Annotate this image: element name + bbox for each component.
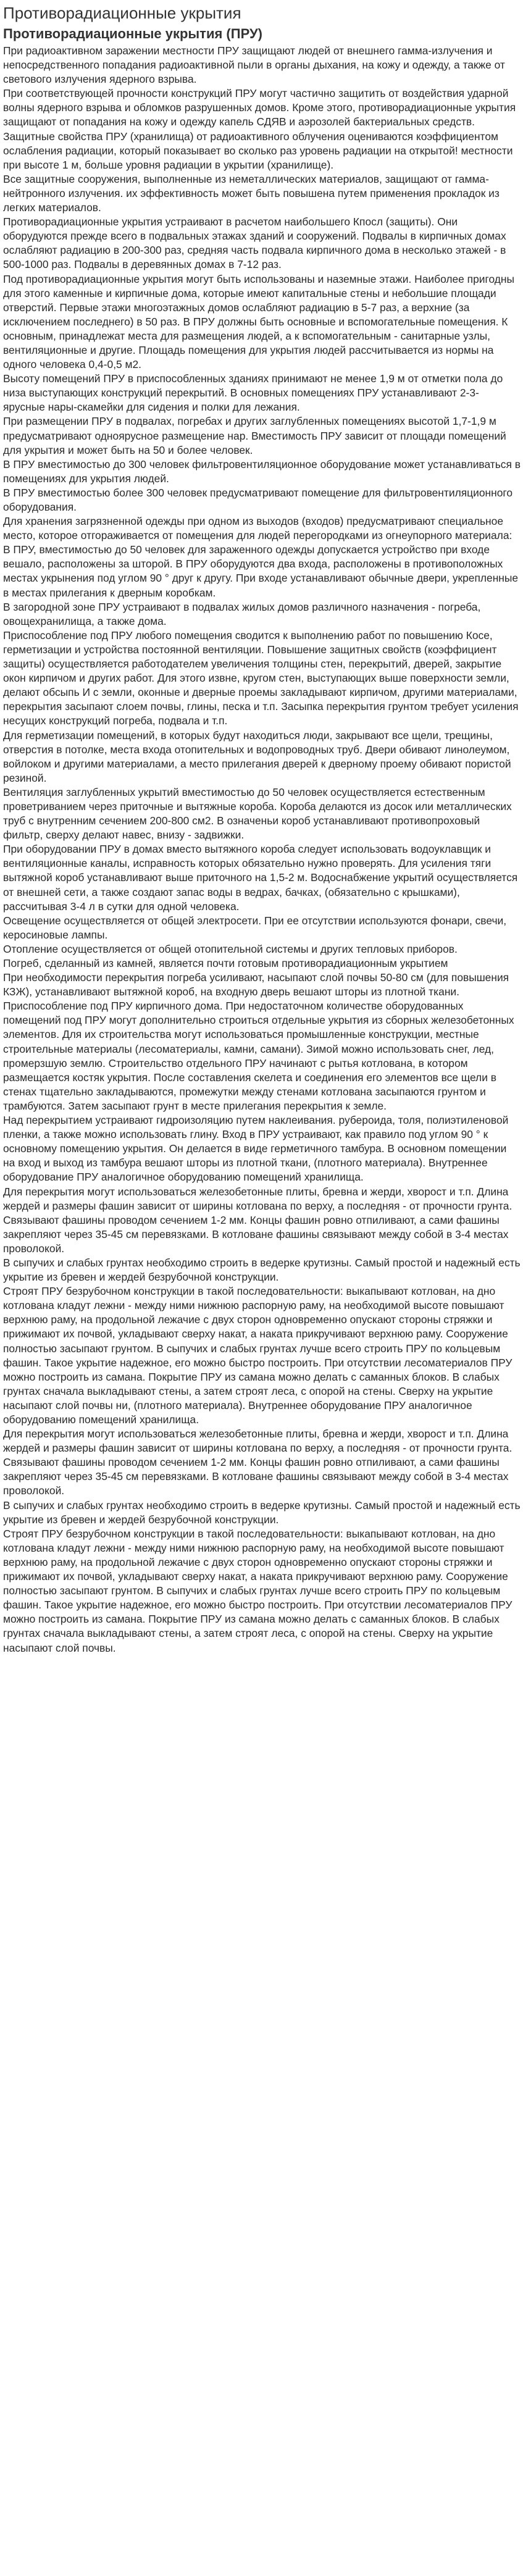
page-title: Противорадиационные укрытия	[3, 4, 241, 22]
paragraph: Для хранения загрязненной одежды при одном из выходов (входов) предусматривают специальное место, которое отгораживается от помещения для людей перегородками из огнеупорного материала:	[3, 515, 513, 542]
paragraph: В ПРУ вместимостью до 300 человек фильтровентиляционное оборудование может устанавливаться в помещениях для укрытия людей.	[3, 458, 521, 485]
paragraph: В сыпучих и слабых грунтах необходимо строить в ведерке крутизны. Самый простой и надежный есть укрытие из бревен и жердей безрубочной конструкции.	[3, 1256, 521, 1284]
paragraph: Для перекрытия могут использоваться железобетонные плиты, бревна и жерди, хворост и т.п. Длина жердей и размеры фашин зависит от ширины котлована по верху, а последняя - от прочности грунта. Связывают фашины проводом сечением 1-2 мм. Концы фашин ровно отпиливают, а сами фашины закрепляют через 35-45 см перевязками. В котловане фашины связывают между собой в 3-4 местах проволокой.	[3, 1185, 513, 1255]
paragraph: При соответствующей прочности конструкций ПРУ могут частично защитить от воздействия ударной волны ядерного взрыва и обломков разрушенных домов. Кроме этого, противорадиационные укрытия защищают от попадания на кожу и одежду капель СДЯВ и аэрозолей бактериальных средств. Защитные свойства ПРУ (хранилища) от радиоактивного облучения оцениваются коэффициентом ослабления радиации, который показывает во сколько раз уровень радиации на открытой! местности при высоте 1 м, больше уровня радиации в укрытии (хранилище).	[3, 87, 516, 171]
paragraph: При радиоактивном заражении местности ПРУ защищают людей от внешнего гамма-излучения и непосредственного попадания радиоактивной пыли в органы дыхания, на кожу и одежду, а также от светового излучения ядерного взрыва.	[3, 44, 505, 86]
paragraph: Отопление осуществляется от общей отопительной системы и других тепловых приборов.	[3, 942, 458, 955]
paragraph: Высоту помещений ПРУ в приспособленных зданиях принимают не менее 1,9 м от отметки пола до низа выступающих конструкций перекрытий. В основных помещениях ПРУ устанавливают 2-3-ярусные нары-скамейки для сидения и полки для лежания.	[3, 372, 503, 414]
paragraph: Вентиляция заглубленных укрытий вместимостью до 50 человек осуществляется естественным проветриванием через приточные и вытяжные короба. Короба делаются из досок или металлических труб с внутренним сечением 200-800 см2. В означеньи короб устанавливают противопроховый фильтр, сверху делают навес, внизу - задвижки.	[3, 785, 512, 842]
paragraph: При размещении ПРУ в подвалах, погребах и других заглубленных помещениях высотой 1,7-1,9 м предусматривают одноярусное размещение нар. Вместимость ПРУ зависит от площади помещений для укрытия и может быть на 50 и более человек.	[3, 415, 506, 456]
paragraph: В сыпучих и слабых грунтах необходимо строить в ведерке крутизны. Самый простой и надежный есть укрытие из бревен и жердей безрубочной конструкции.	[3, 1499, 521, 1526]
paragraph: Погреб, сделанный из камней, является почти готовым противорадиационным укрытием	[3, 957, 448, 969]
paragraph: В ПРУ, вместимостью до 50 человек для зараженного одежды допускается устройство при входе вешало, расположены за шторой. В ПРУ оборудуются два входа, расположены в противоположных местах укрынения под углом 90 ° друг к другу. При входе устанавливают обычные двери, укрепленные в местах прилегания к дверным коробкам.	[3, 543, 519, 599]
article-title: Противорадиационные укрытия (ПРУ)	[3, 26, 262, 41]
paragraph: При оборудовании ПРУ в домах вместо вытяжного короба следует использовать водоуклавщик и вентиляционные каналы, исправность которых обязательно нужно проверять. Для усиления тяги вытяжной короб устанавливают выше приточного на 1,5-2 м. Водоснабжение укрытий осуществляется от внешней сети, а также создают запас воды в ведрах, бачках, (обязательно с крышками), рассчитывая 3-4 л в сутки для одной человека.	[3, 843, 518, 913]
paragraph: Противорадиационные укрытия устраивают в расчетом наибольшего Кпосл (защиты). Они оборудуются прежде всего в подвальных этажах зданий и сооружений. Подвалы в кирпичных домах ослабляют радиацию в 200-300 раз, средняя часть подвала кирпичного дома в несколько этажей - в 500-1000 раз. Подвалы в деревянных домах в 7-12 раз.	[3, 215, 506, 271]
paragraph: Строят ПРУ безрубочном конструкции в такой последовательности: выкапывают котлован, на дно котлована кладут лежни - между ними нижнюю распорную раму, на необходимой высоте повышают верхнюю раму, на продольной лежачие с двух сторон одновременно опускают стороны стряжки и прижимают их почвой, укладывают сверху накат, а наката прикручивают верхнюю раму. Сооружение полностью засыпают грунтом. В сыпучих и слабых грунтах лучше всего строить ПРУ по кольцевым фашин. Такое укрытие надежное, его можно быстро построить. При отсутствии лесоматериалов ПРУ можно построить из самана. Покрытие ПРУ из самана можно делать с саманных блоков. В слабых грунтах сначала выкладывают стены, а затем строят леса, с опорой на стены. Сверху на укрытие насыпают слой почвы.	[3, 1527, 513, 1654]
paragraph: Над перекрытием устраивают гидроизоляцию путем наклеивания. рубероида, толя, полиэтиленовой пленки, а также можно использовать глину. Вход в ПРУ устраивают, как правило под углом 90 ° к основному помещению укрытия. Он делается в виде герметичного тамбура. В основном помещении на вход и выход из тамбура вешают шторы из плотной ткани, (плотного материала). Внутреннее оборудование ПРУ аналогичное оборудованию помещений хранилища.	[3, 1114, 509, 1184]
paragraph: В загородной зоне ПРУ устраивают в подвалах жилых домов различного назначения - погреба, овощехранилища, а также дома.	[3, 600, 481, 627]
paragraph: Для перекрытия могут использоваться железобетонные плиты, бревна и жерди, хворост и т.п. Длина жердей и размеры фашин зависит от ширины котлована по верху, а последняя - от прочности грунта. Связывают фашины проводом сечением 1-2 мм. Концы фашин ровно отпиливают, а сами фашины закрепляют через 35-45 см перевязками. В котловане фашины связывают между собой в 3-4 местах проволокой.	[3, 1428, 513, 1497]
article-body	[3, 44, 521, 1655]
paragraph: Строят ПРУ безрубочном конструкции в такой последовательности: выкапывают котлован, на дно котлована кладут лежни - между ними нижнюю распорную раму, на необходимой высоте повышают верхнюю раму, на продольной лежачие с двух сторон одновременно опускают стороны стряжки и прижимают их почвой, укладывают сверху накат, а наката прикручивают верхнюю раму. Сооружение полностью засыпают грунтом. В сыпучих и слабых грунтах лучше всего строить ПРУ по кольцевым фашин. Такое укрытие надежное, его можно быстро построить. При отсутствии лесоматериалов ПРУ можно построить из самана. Покрытие ПРУ из самана можно делать с саманных блоков. В слабых грунтах сначала выкладывают стены, а затем строят леса, с опорой на стены. Сверху на укрытие насыпают слой почвы ни, (плотного материала). Внутреннее оборудование ПРУ аналогичное оборудованию помещений хранилища.	[3, 1285, 513, 1426]
paragraph: Все защитные сооружения, выполненные из неметаллических материалов, защищают от гамма-нейтронного излучения. их эффективность может быть повышена путем применения прокладок из легких материалов.	[3, 172, 500, 214]
paragraph: Приспособление под ПРУ любого помещения сводится к выполнению работ по повышению Косе, герметизации и устройства постоянной вентиляции. Повышение защитных свойств (коэффициент защиты) осуществляется работодателем увеличения толщины стен, перекрытий, дверей, закрытие окон кирпичом и других работ. Для этого извне, кругом стен, выступающих выше поверхности земли, делают обсыпь И с земли, оконные и дверные проемы закладывают кирпичом, другими материалами, перекрытия засыпают слоем почвы, глины, песка и т.п. Засыпка перекрытия грунтом требует усиления несущих конструкций погреба, подвала и т.п.	[3, 629, 519, 727]
paragraph: Для герметизации помещений, в которых будут находиться люди, закрывают все щели, трещины, отверстия в потолке, места входа отопительных и водопроводных труб. Двери обивают линолеумом, войлоком и другими материалами, а место прилегания дверей к дверному проему обивают пористой резиной.	[3, 729, 511, 784]
paragraph: Под противорадиационные укрытия могут быть использованы и наземные этажи. Наиболее пригодны для этого каменные и кирпичные дома, которые имеют капитальные стены и небольшие площади отверстий. Первые этажи многоэтажных домов ослабляют радиацию в 5-7 раз, а верхние (за исключением последнего) в 50 раз. В ПРУ должны быть основные и вспомогательные помещения. К основным, принадлежат места для размещения людей, а к вспомогательным - санитарные узлы, вентиляционные и другие. Площадь помещения для укрытия людей рассчитывается из нормы на одного человека 0,4-0,5 м2.	[3, 272, 514, 371]
paragraph: Освещение осуществляется от общей электросети. При ее отсутствии используются фонари, свечи, керосиновые лампы.	[3, 914, 507, 941]
paragraph: В ПРУ вместимостью более 300 человек предусматривают помещение для фильтровентиляционного оборудования.	[3, 486, 513, 513]
paragraph: При необходимости перекрытия погреба усиливают, насыпают слой почвы 50-80 см (для повышения КЗЖ), устанавливают вытяжной короб, на входную дверь вешают шторы из плотной ткани. Приспособление под ПРУ кирпичного дома. При недостаточном количестве оборудованных помещений под ПРУ могут дополнительно строиться отдельные укрытия из сборных железобетонных элементов. Для их строительства могут использоваться промышленные конструкции, местные строительные материалы (лесоматериалы, камни, самани). Зимой можно использовать снег, лед, промерзшую землю. Строительство отдельного ПРУ начинают с рытья котлована, в котором размещается костяк укрытия. После составления скелета и соединения его элементов все щели в стенах тщательно закладываются, промежутки между стенами котлована засыпаются грунтом и трамбуются. Затем засыпают грунт в месте прилегания перекрытия к земле.	[3, 971, 514, 1112]
